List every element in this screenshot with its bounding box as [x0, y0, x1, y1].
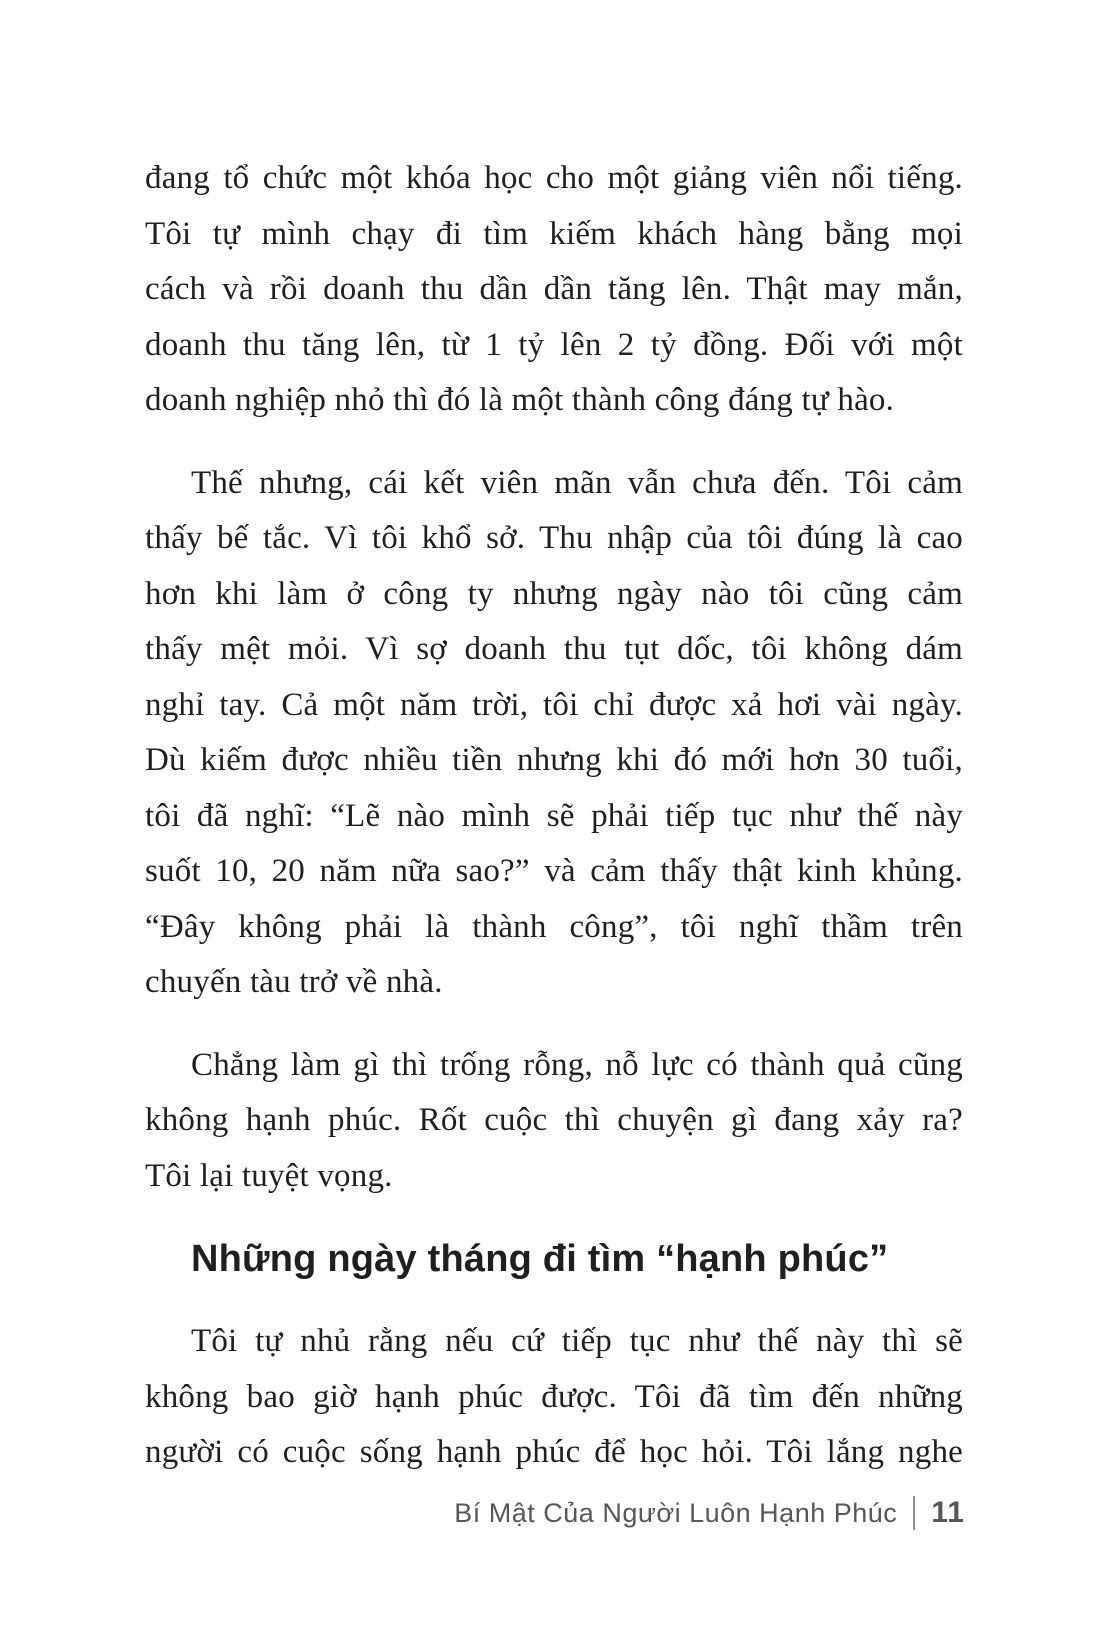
text-line: Tôi lại tuyệt vọng. [145, 1157, 393, 1194]
text-line: chuyến tàu trở về nhà. [145, 964, 443, 1000]
text-line: Tôi tự mình chạy đi tìm kiếm khách hàng bằng mọi [145, 215, 963, 252]
text-line: cách và rồi doanh thu dần dần tăng lên. Thật may mắn, [145, 271, 963, 307]
text-line: doanh thu tăng lên, từ 1 tỷ lên 2 tỷ đồng. Đối với một [145, 326, 963, 363]
text-line: hơn khi làm ở công ty nhưng ngày nào tôi cũng cảm [145, 575, 963, 612]
page-footer [454, 1496, 965, 1530]
footer-page-number: 11 [931, 1496, 965, 1529]
body-text [145, 151, 963, 1481]
paragraph [145, 1038, 963, 1205]
text-line: thấy bế tắc. Vì tôi khổ sở. Thu nhập của tôi đúng là cao [145, 520, 963, 556]
paragraph [145, 151, 963, 429]
text-line: Dù kiếm được nhiều tiền nhưng khi đó mới hơn 30 tuổi, [145, 742, 963, 778]
text-line: thấy mệt mỏi. Vì sợ doanh thu tụt dốc, tôi không dám [145, 631, 963, 667]
text-line: không hạnh phúc. Rốt cuộc thì chuyện gì đang xảy ra? [145, 1102, 963, 1138]
paragraph [145, 1314, 963, 1481]
text-line: Chẳng làm gì thì trống rỗng, nỗ lực có thành quả cũng [191, 1046, 963, 1083]
text-line: không bao giờ hạnh phúc được. Tôi đã tìm đến những [145, 1378, 963, 1415]
text-line: “Đây không phải là thành công”, tôi nghĩ thầm trên [145, 908, 963, 945]
text-line: đang tổ chức một khóa học cho một giảng viên nổi tiếng. [145, 160, 963, 196]
footer-separator-bar [913, 1496, 915, 1530]
text-line: Thế nhưng, cái kết viên mãn vẫn chưa đến. Tôi cảm [191, 464, 963, 501]
text-line: người có cuộc sống hạnh phúc để học hỏi. Tôi lắng nghe [145, 1434, 963, 1470]
text-line: tôi đã nghĩ: “Lẽ nào mình sẽ phải tiếp tục như thế này [145, 797, 963, 834]
text-line: doanh nghiệp nhỏ thì đó là một thành công đáng tự hào. [145, 382, 895, 418]
text-line: nghỉ tay. Cả một năm trời, tôi chỉ được xả hơi vài ngày. [145, 686, 963, 723]
text-line: suốt 10, 20 năm nữa sao?” và cảm thấy thật kinh khủng. [145, 853, 963, 889]
paragraph [145, 456, 963, 1011]
footer-book-title: Bí Mật Của Người Luôn Hạnh Phúc [454, 1497, 898, 1528]
text-line: Tôi tự nhủ rằng nếu cứ tiếp tục như thế này thì sẽ [191, 1323, 963, 1359]
section-heading: Những ngày tháng đi tìm “hạnh phúc” [191, 1238, 889, 1280]
